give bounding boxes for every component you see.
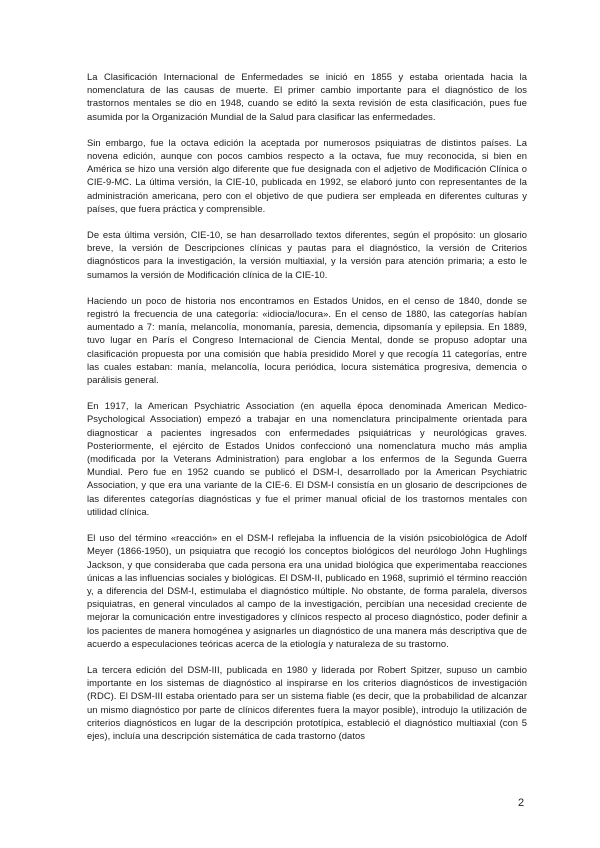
paragraph-us-history: Haciendo un poco de historia nos encontramos en Estados Unidos, en el censo de 1840, donde se registró la frecuencia de una categoría: «idiocia/locura». En el censo de 1880, las categorías habían aumentado a 7: manía, melancolía, monomanía, paresia, demencia, dipsomanía y epilepsia. En 1889, tuvo lugar en París el Congreso Internacional de Ciencia Mental, donde se propuso adoptar una clasificación propuesta por una comisión que había presidido Morel y que recogía 11 categorías, entre las cuales estaban: manía, melancolía, locura periódica, locura sistemática progresiva, demencia o parálisis general.: [87, 294, 527, 386]
paragraph-cie-origin: La Clasificación Internacional de Enfermedades se inició en 1855 y estaba orientada hacia la nomenclatura de las causas de muerte. El primer cambio importante para el diagnóstico de los trastornos mentales se dio en 1948, cuando se editó la sexta revisión de esta clasificación, pues fue asumida por la Organización Mundial de la Salud para clasificar las enfermedades.: [87, 71, 527, 122]
paragraph-cie10-versions: De esta última versión, CIE-10, se han desarrollado textos diferentes, según el propósito: un glosario breve, la versión de Descripciones clínicas y pautas para el diagnóstico, la versión de Criterios diagnósticos para la investigación, la versión multiaxial, y la versión para atención primaria; a esto le sumamos la versión de Modificación clínica de la CIE-10.: [87, 229, 527, 280]
paragraph-dsm3: La tercera edición del DSM-III, publicada en 1980 y liderada por Robert Spitzer, supuso un cambio importante en los sistemas de diagnóstico al inspirarse en los criterios diagnósticos de investigación (RDC). El DSM-III estaba orientado para ser un sistema fiable (es decir, que la probabilidad de alcanzar un mismo diagnóstico por parte de clínicos diferentes fuera la mayor posible), introdujo la utilización de criterios diagnósticos en lugar de la descripción prototípica, estableció el diagnóstico multiaxial (con 5 ejes), incluía una descripción sistemática de cada trastorno (datos: [87, 663, 527, 741]
body-text: [87, 70, 527, 755]
paragraph-cie-editions: Sin embargo, fue la octava edición la aceptada por numerosos psiquiatras de distintos países. La novena edición, aunque con pocos cambios respecto a la octava, fue muy reconocida, si bien en América se hizo una versión algo diferente que fue designada con el adjetivo de Modificación Clínica o CIE-9-MC. La última versión, la CIE-10, publicada en 1992, se elaboró junto con representantes de la administración americana, pero con el objetivo de que pudiera ser empleada en diferentes culturas y países, que fuera práctica y comprensible.: [87, 136, 527, 214]
paragraph-apa-dsm1: En 1917, la American Psychiatric Association (en aquella época denominada American Medico-Psychological Association) empezó a trabajar en una nomenclatura principalmente orientada para diagnosticar a pacientes ingresados con enfermedades psiquiátricas y neurológicas graves. Posteriormente, el ejército de Estados Unidos confeccionó una nomenclatura mucho más amplia (modificada por la Veterans Administration) para englobar a los enfermos de la Segunda Guerra Mundial. Pero fue en 1952 cuando se publicó el DSM-I, desarrollado por la American Psychiatric Association, y que era una variante de la CIE-6. El DSM-I consistía en un glosario de descripciones de las diferentes categorías diagnósticas y fue el primer manual oficial de los trastornos mentales con utilidad clínica.: [87, 400, 527, 517]
paragraph-reaction-dsm2: El uso del término «reacción» en el DSM-I reflejaba la influencia de la visión psicobiológica de Adolf Meyer (1866-1950), un psiquiatra que recogió los conceptos biológicos del neurólogo John Hughlings Jackson, y que consideraba que cada persona era una unidad biológica que experimentaba reacciones únicas a las influencias sociales y biológicas. El DSM-II, publicado en 1968, suprimió el término reacción y, a diferencia del DSM-I, estimulaba el diagnóstico múltiple. No obstante, de forma paralela, diversos psiquiatras, en general vinculados al campo de la investigación, percibían una necesidad creciente de mejorar la comunicación entre investigadores y clínicos respecto al proceso diagnóstico, poder definir a los pacientes de manera homogénea y asignarles un diagnóstico de una manera más descriptiva que de acuerdo a especulaciones teóricas acerca de la etiología y naturaleza de su trastorno.: [87, 532, 527, 649]
page-number: 2: [518, 797, 525, 809]
